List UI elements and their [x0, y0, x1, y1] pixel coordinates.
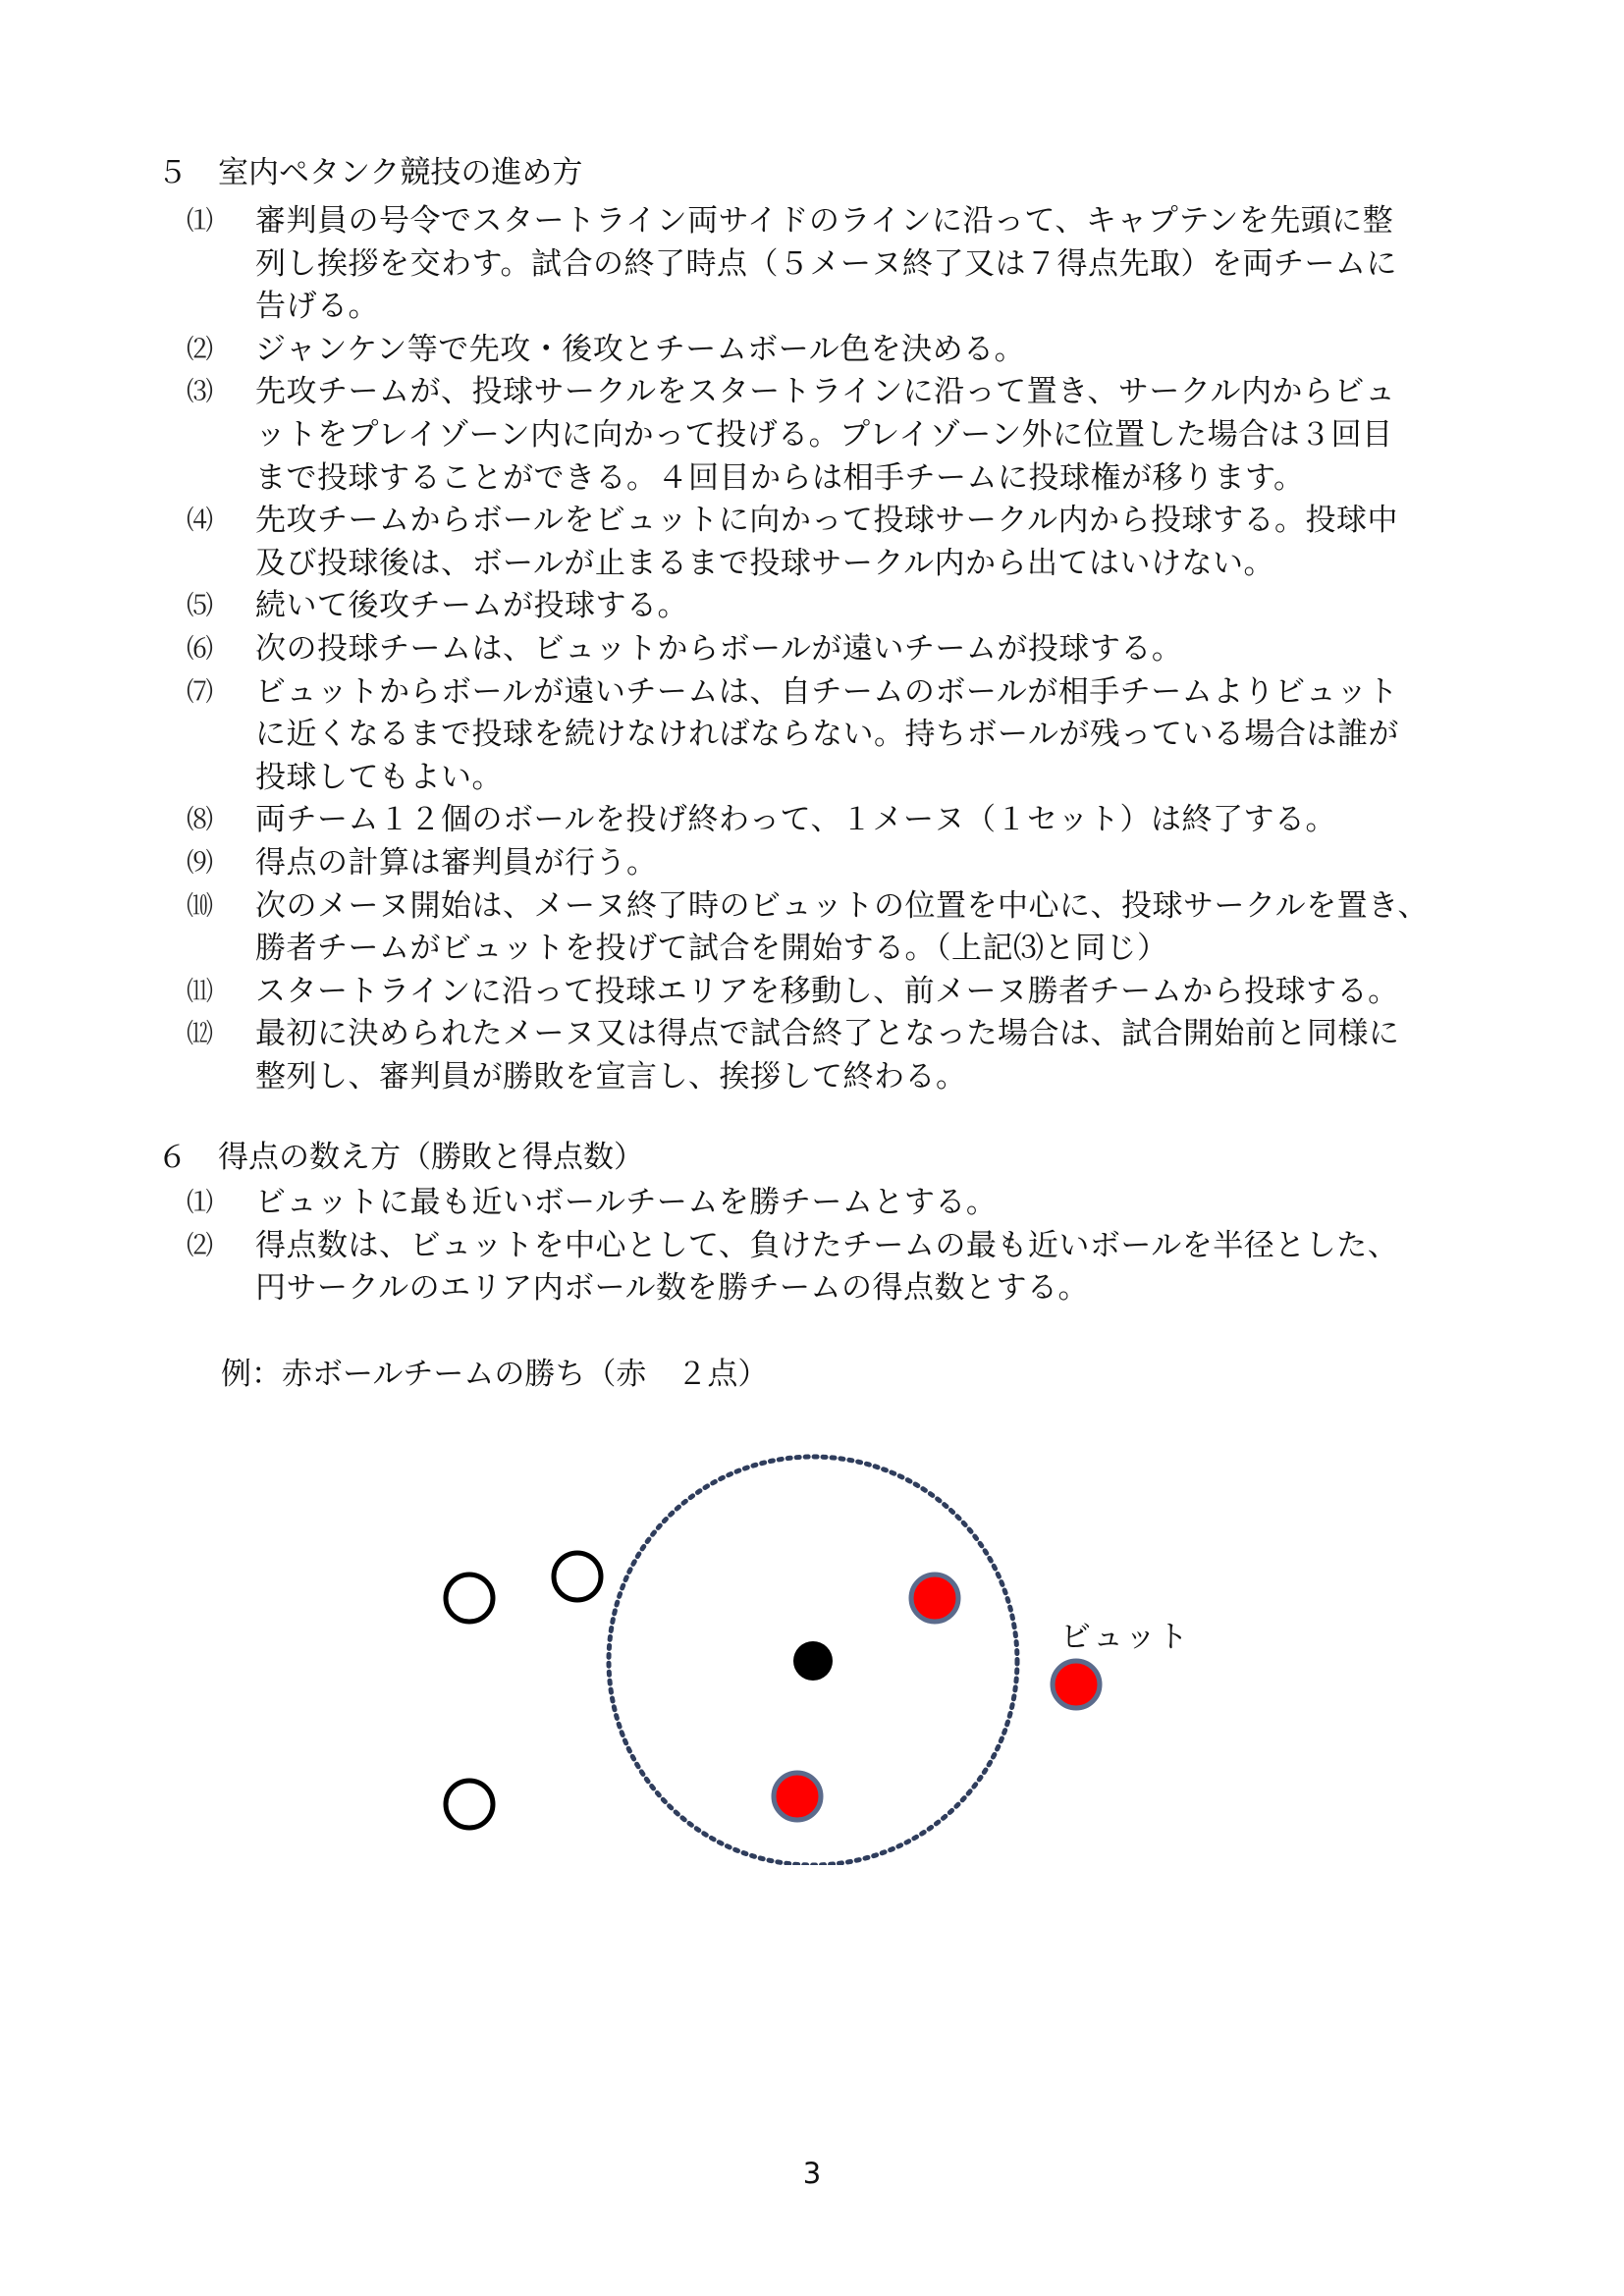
item-number: ⑽ — [187, 890, 213, 922]
example-caption: 例：赤ボールチームの勝ち（赤 ２点） — [221, 1357, 769, 1392]
item-number: ⑾ — [187, 976, 213, 1007]
section-6-heading: ６ 得点の数え方（勝敗と得点数） — [157, 1140, 644, 1175]
item-text-line: 円サークルのエリア内ボール数を勝チームの得点数とする。 — [255, 1270, 1089, 1307]
item-text-line: 両チーム１２個のボールを投げ終わって、１メーヌ（１セット）は終了する。 — [255, 802, 1336, 838]
section-5-heading: ５ 室内ペタンク競技の進め方 — [157, 155, 583, 190]
item-number: ⑿ — [187, 1019, 213, 1050]
item-text-line: まで投球することができる。４回目からは相手チームに投球権が移ります。 — [255, 459, 1305, 496]
item-text-line: スタートラインに沿って投球エリアを移動し、前メーヌ勝者チームから投球する。 — [255, 973, 1399, 1009]
red-ball — [774, 1773, 821, 1820]
red-ball — [911, 1575, 958, 1622]
red-ball — [1053, 1661, 1100, 1708]
item-text-line: 先攻チームからボールをビュットに向かって投球サークル内から投球する。投球中 — [255, 503, 1398, 539]
item-text-line: ビュットからボールが遠いチームは、自チームのボールが相手チームよりビュット — [255, 673, 1399, 710]
item-text-line: 次のメーヌ開始は、メーヌ終了時のビュットの位置を中心に、投球サークルを置き、 — [255, 887, 1429, 924]
item-text-line: 整列し、審判員が勝敗を宣言し、挨拶して終わる。 — [255, 1059, 967, 1095]
item-number: ⑹ — [187, 634, 213, 665]
item-text-line: ットをプレイゾーン内に向かって投げる。プレイゾーン外に位置した場合は３回目 — [255, 417, 1393, 453]
item-text-line: 投球してもよい。 — [255, 759, 503, 795]
item-text-line: 続いて後攻チームが投球する。 — [255, 588, 688, 624]
white-ball — [446, 1575, 493, 1622]
item-text-line: 列し挨拶を交わす。試合の終了時点（５メーヌ終了又は７得点先取）を両チームに — [255, 245, 1398, 282]
item-number: ⑺ — [187, 676, 213, 708]
item-text-line: 審判員の号令でスタートライン両サイドのラインに沿って、キャプテンを先頭に整 — [255, 203, 1394, 239]
item-number: ⑵ — [187, 1230, 213, 1261]
page-number: 3 — [802, 2157, 822, 2190]
item-number: ⑻ — [187, 805, 213, 836]
white-ball — [446, 1781, 493, 1828]
item-text-line: ビュットに最も近いボールチームを勝チームとする。 — [255, 1185, 998, 1220]
item-text-line: 最初に決められたメーヌ又は得点で試合終了となった場合は、試合開始前と同様に — [255, 1016, 1400, 1052]
item-text-line: 勝者チームがビュットを投げて試合を開始する。（上記⑶と同じ） — [255, 931, 1168, 967]
item-number: ⑴ — [187, 1188, 213, 1218]
item-text-line: 次の投球チームは、ビュットからボールが遠いチームが投球する。 — [255, 631, 1183, 667]
item-number: ⑴ — [187, 206, 213, 237]
item-text-line: 得点数は、ビュットを中心として、負けたチームの最も近いボールを半径とした、 — [255, 1227, 1399, 1263]
item-number: ⑶ — [187, 377, 213, 408]
item-number: ⑸ — [187, 591, 213, 622]
bute-ball — [793, 1641, 833, 1681]
item-text-line: 先攻チームが、投球サークルをスタートラインに沿って置き、サークル内からビュ — [255, 374, 1396, 410]
item-number: ⑼ — [187, 848, 213, 879]
item-text-line: 及び投球後は、ボールが止まるまで投球サークル内から出てはいけない。 — [255, 545, 1274, 581]
item-number: ⑵ — [187, 334, 213, 365]
item-text-line: 告げる。 — [255, 289, 379, 325]
white-ball — [554, 1553, 601, 1600]
item-text-line: ジャンケン等で先攻・後攻とチームボール色を決める。 — [255, 331, 1026, 367]
item-text-line: に近くなるまで投球を続けなければならない。持ちボールが残っている場合は誰が — [255, 717, 1399, 753]
bute-label: ビュット — [1060, 1620, 1190, 1655]
item-number: ⑷ — [187, 506, 213, 537]
item-text-line: 得点の計算は審判員が行う。 — [255, 845, 658, 881]
